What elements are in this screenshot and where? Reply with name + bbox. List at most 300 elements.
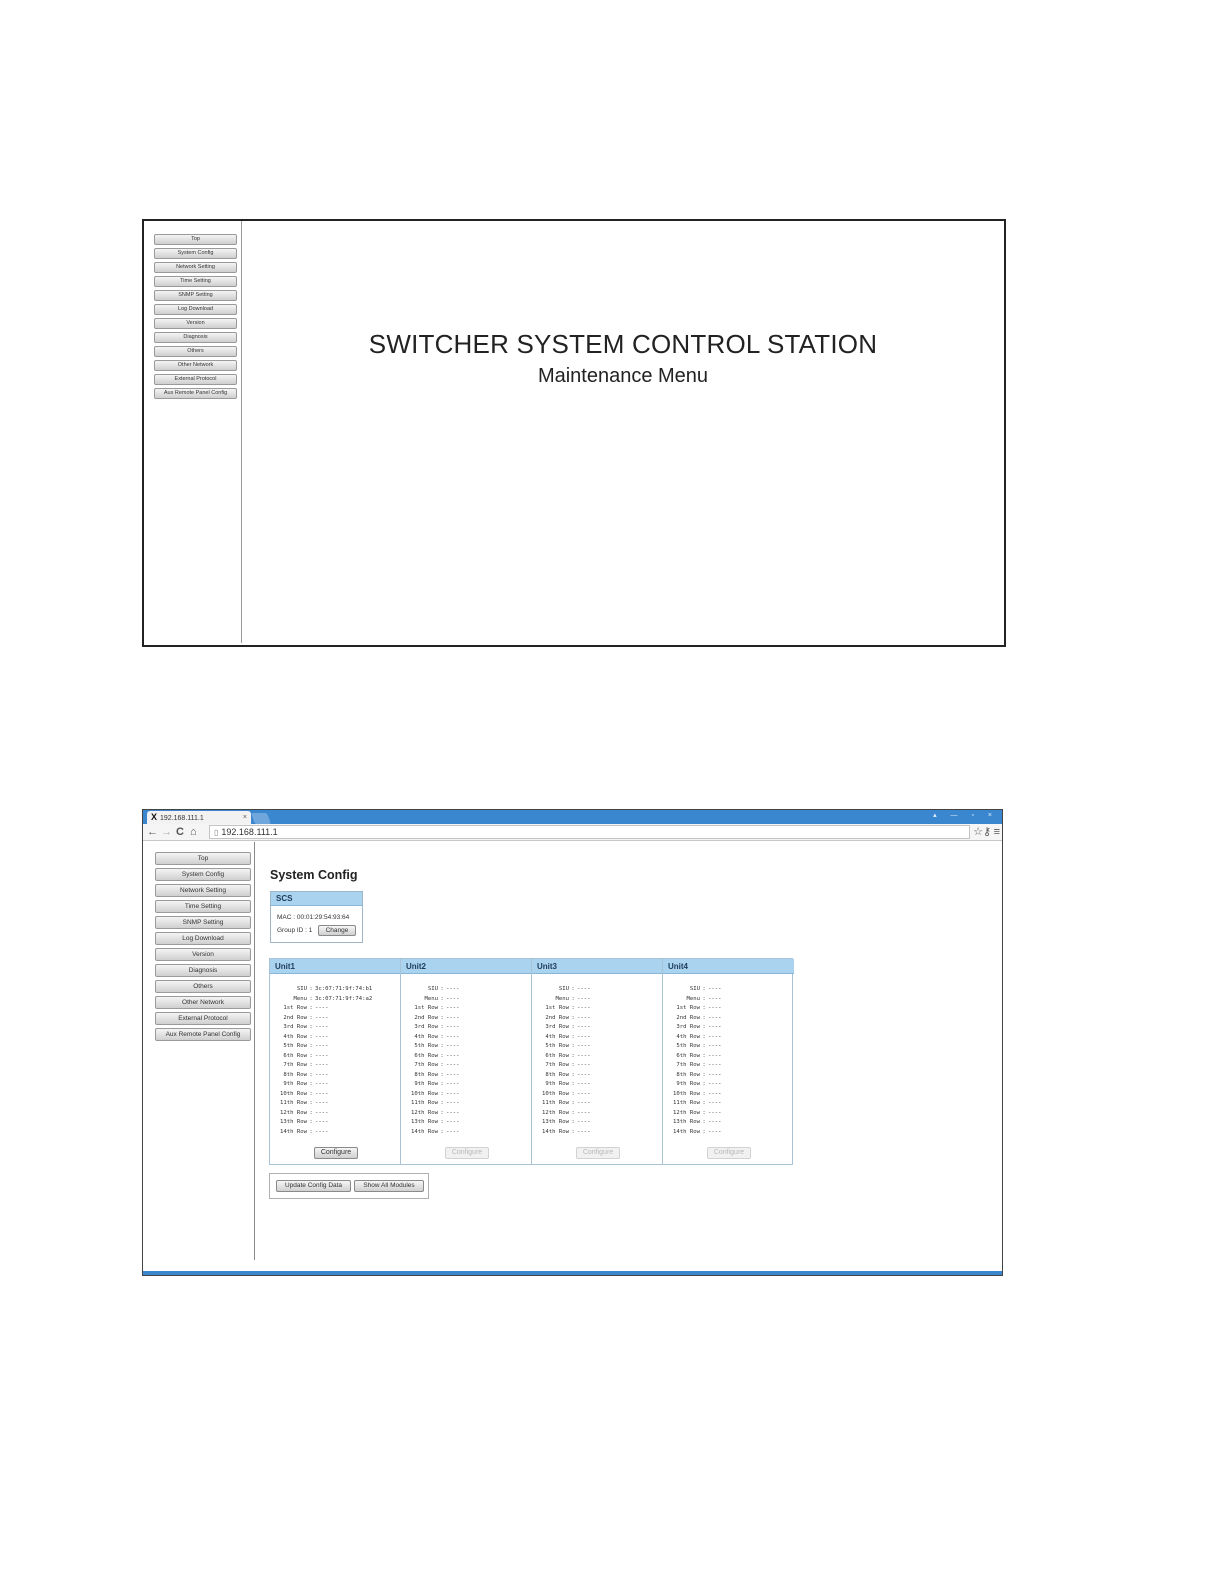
unit-row-label: 4th Row	[545, 1033, 569, 1040]
unit-row-value: ----	[708, 1071, 722, 1078]
unit-row-label: 9th Row	[676, 1081, 700, 1087]
address-url: 192.168.111.1	[221, 827, 278, 837]
unit-row	[673, 1014, 721, 1024]
unit-row-label: 12th Row	[542, 1109, 569, 1116]
unit-row-value: ----	[577, 1062, 591, 1068]
unit-row-value: ----	[315, 1090, 329, 1097]
unit-row-value: ----	[446, 1071, 460, 1078]
unit-row	[673, 1033, 721, 1043]
unit-row-value: ----	[315, 1128, 329, 1135]
browser-toolbar	[143, 824, 1002, 841]
unit-row-label: 13th Row	[280, 1119, 307, 1125]
unit-row	[673, 1004, 721, 1014]
nav-button-version[interactable]: Version	[154, 318, 237, 329]
unit-row-separator: :	[309, 1024, 313, 1030]
unit-row-label: 3rd Row	[414, 1024, 438, 1030]
unit-row-value: ----	[315, 1100, 329, 1106]
unit-row-label: 8th Row	[545, 1071, 569, 1078]
configure-button[interactable]: Configure	[314, 1147, 358, 1159]
nav-button-external-protocol[interactable]: External Protocol	[155, 1012, 251, 1025]
scs-panel-header: SCS	[271, 892, 362, 906]
unit-row-label: 6th Row	[545, 1052, 569, 1059]
unit-row-separator: :	[309, 986, 313, 992]
unit-row	[673, 995, 721, 1005]
unit-row-label: 12th Row	[280, 1109, 307, 1116]
unit-row-value: ----	[315, 1043, 329, 1049]
show-all-modules-button[interactable]: Show All Modules	[354, 1180, 424, 1192]
nav-button-log-download[interactable]: Log Download	[155, 932, 251, 945]
unit-row	[673, 1080, 721, 1090]
unit-row-separator: :	[702, 1005, 706, 1011]
unit-row-label: 5th Row	[283, 1043, 307, 1049]
unit-row-separator: :	[440, 1024, 444, 1030]
unit-row-value: ----	[708, 1109, 722, 1116]
unit-row-label: 1st Row	[545, 1005, 569, 1011]
site-logo-icon: X	[151, 812, 158, 822]
unit-row-separator: :	[571, 1128, 575, 1135]
unit-row-label: 7th Row	[676, 1062, 700, 1068]
change-group-button[interactable]: Change	[318, 925, 356, 936]
unit-row-label: 10th Row	[411, 1090, 438, 1097]
unit-row-label: SIU	[427, 986, 438, 992]
nav-button-diagnosis[interactable]: Diagnosis	[154, 332, 237, 343]
nav-button-snmp-setting[interactable]: SNMP Setting	[155, 916, 251, 929]
unit-row-separator: :	[571, 1062, 575, 1068]
nav-button-time-setting[interactable]: Time Setting	[155, 900, 251, 913]
back-icon[interactable]: ←	[147, 826, 158, 838]
unit-row	[542, 1014, 590, 1024]
unit-row-value: ----	[577, 1090, 591, 1097]
unit-row-label: 4th Row	[283, 1033, 307, 1040]
unit-row-label: 8th Row	[414, 1071, 438, 1078]
unit-row-separator: :	[702, 1109, 706, 1116]
unit-row-label: 5th Row	[545, 1043, 569, 1049]
unit-row	[542, 1128, 590, 1138]
nav-button-other-network[interactable]: Other Network	[154, 360, 237, 371]
reload-icon[interactable]: C	[176, 826, 184, 838]
unit-row-value: 3c:07:71:9f:74:a2	[315, 995, 373, 1002]
unit-row-label: 7th Row	[414, 1062, 438, 1068]
unit-row-value: ----	[446, 1024, 460, 1030]
unit-row-label: Menu	[424, 995, 438, 1002]
unit-row-value: ----	[708, 995, 722, 1002]
nav-button-system-config[interactable]: System Config	[154, 248, 237, 259]
unit-row-value: ----	[577, 1081, 591, 1087]
browser-tab[interactable]	[147, 811, 251, 824]
system-config-browser-screenshot	[142, 809, 1003, 1276]
unit-row	[673, 1071, 721, 1081]
unit-row-list	[280, 985, 372, 1137]
unit-row-value: ----	[708, 1024, 722, 1030]
unit-row-separator: :	[440, 1090, 444, 1097]
unit-row-separator: :	[702, 1033, 706, 1040]
configure-button[interactable]: Configure	[707, 1147, 751, 1159]
unit-row-label: 8th Row	[283, 1071, 307, 1078]
units-table	[269, 958, 793, 1165]
unit-row	[673, 1128, 721, 1138]
unit-row-value: ----	[577, 995, 591, 1002]
unit-row	[542, 995, 590, 1005]
unit-row-separator: :	[309, 1062, 313, 1068]
unit-row	[280, 1004, 372, 1014]
unit-row	[411, 1109, 459, 1119]
unit-row-label: 8th Row	[676, 1071, 700, 1078]
unit-row	[411, 985, 459, 995]
unit-row-label: 12th Row	[411, 1109, 438, 1116]
unit-row-separator: :	[571, 1081, 575, 1087]
unit-row	[673, 1042, 721, 1052]
unit-row	[280, 1071, 372, 1081]
unit-row	[673, 1052, 721, 1062]
unit-row	[411, 1090, 459, 1100]
unit-row-separator: :	[571, 1052, 575, 1059]
unit-row-separator: :	[702, 1119, 706, 1125]
unit-row-value: ----	[708, 1043, 722, 1049]
unit-row-value: ----	[315, 1024, 329, 1030]
address-bar[interactable]	[209, 825, 970, 839]
unit-header: Unit3	[532, 959, 662, 974]
unit-row	[542, 1004, 590, 1014]
unit-row-label: 11th Row	[542, 1100, 569, 1106]
unit-row-value: ----	[446, 1033, 460, 1040]
unit-row-label: 9th Row	[283, 1081, 307, 1087]
unit-row-value: ----	[446, 1014, 460, 1021]
scs-mac-address: MAC : 00:01:29:54:93:64	[277, 914, 350, 921]
unit-row-label: 6th Row	[283, 1052, 307, 1059]
unit-row-separator: :	[571, 1014, 575, 1021]
unit-row	[280, 995, 372, 1005]
unit-row-value: ----	[577, 1109, 591, 1116]
configure-button[interactable]: Configure	[576, 1147, 620, 1159]
unit-row-separator: :	[440, 1005, 444, 1011]
nav-button-aux-remote-panel-config[interactable]: Aux Remote Panel Config	[155, 1028, 251, 1041]
new-tab-button[interactable]	[251, 813, 271, 824]
unit-row-label: 2nd Row	[545, 1014, 569, 1021]
unit-row	[280, 1118, 372, 1128]
nav-button-snmp-setting[interactable]: SNMP Setting	[154, 290, 237, 301]
nav-button-top[interactable]: Top	[154, 234, 237, 245]
nav-button-log-download[interactable]: Log Download	[154, 304, 237, 315]
unit-row-label: 13th Row	[542, 1119, 569, 1125]
unit-row-separator: :	[702, 995, 706, 1002]
unit-row-label: 3rd Row	[545, 1024, 569, 1030]
unit-row-separator: :	[440, 1119, 444, 1125]
unit-row-value: ----	[708, 1005, 722, 1011]
unit-row	[280, 1033, 372, 1043]
unit-row-separator: :	[702, 1071, 706, 1078]
nav-button-diagnosis[interactable]: Diagnosis	[155, 964, 251, 977]
unit-row-value: ----	[446, 1052, 460, 1059]
maintenance-menu-subtitle: Maintenance Menu	[537, 365, 709, 387]
key-icon[interactable]: ⚷	[982, 826, 991, 838]
unit-row-separator: :	[702, 1100, 706, 1106]
unit-row-label: 7th Row	[545, 1062, 569, 1068]
unit-row	[673, 1109, 721, 1119]
unit-row-value: ----	[577, 1033, 591, 1040]
unit-row	[542, 1090, 590, 1100]
unit-row-separator: :	[440, 1071, 444, 1078]
unit-row-label: 14th Row	[673, 1128, 700, 1135]
unit-row	[542, 1033, 590, 1043]
unit-row	[280, 1042, 372, 1052]
scs-panel	[270, 891, 363, 943]
tab-close-icon[interactable]: ×	[242, 814, 247, 821]
unit-row-value: ----	[315, 1014, 329, 1021]
unit-row	[542, 1071, 590, 1081]
unit-row-value: ----	[446, 1090, 460, 1097]
unit-row-separator: :	[702, 986, 706, 992]
unit-row-value: ----	[708, 1090, 722, 1097]
unit-row	[411, 1080, 459, 1090]
unit-row-separator: :	[309, 1071, 313, 1078]
tab-title: 192.168.111.1	[160, 815, 204, 822]
unit-row-value: ----	[446, 1081, 460, 1087]
unit-row	[280, 985, 372, 995]
unit-row	[280, 1052, 372, 1062]
unit-column-1	[270, 959, 401, 1164]
unit-row-value: ----	[446, 1119, 460, 1125]
unit-row	[280, 1099, 372, 1109]
unit-row-label: 1st Row	[283, 1005, 307, 1011]
home-icon[interactable]: ⌂	[190, 826, 197, 838]
unit-row-value: ----	[446, 986, 460, 992]
unit-row-label: 10th Row	[673, 1090, 700, 1097]
unit-row	[542, 1080, 590, 1090]
unit-row	[542, 985, 590, 995]
configure-button[interactable]: Configure	[445, 1147, 489, 1159]
unit-row-label: Menu	[686, 995, 700, 1002]
nav-button-external-protocol[interactable]: External Protocol	[154, 374, 237, 385]
unit-row-value: ----	[577, 1052, 591, 1059]
nav-button-system-config[interactable]: System Config	[155, 868, 251, 881]
unit-row-separator: :	[309, 1043, 313, 1049]
unit-row-separator: :	[571, 986, 575, 992]
unit-row-separator: :	[571, 1005, 575, 1011]
unit-row-value: ----	[708, 1033, 722, 1040]
nav-button-network-setting[interactable]: Network Setting	[154, 262, 237, 273]
maintenance-top-screenshot	[142, 219, 1006, 647]
forward-icon[interactable]: →	[161, 826, 172, 838]
unit-row	[411, 1033, 459, 1043]
unit-row-separator: :	[309, 1081, 313, 1087]
unit-row	[673, 985, 721, 995]
unit-row-value: ----	[577, 1071, 591, 1078]
unit-row	[280, 1090, 372, 1100]
menu-icon[interactable]: ≡	[993, 826, 1000, 838]
unit-row-value: ----	[315, 1081, 329, 1087]
unit-row-label: 2nd Row	[414, 1014, 438, 1021]
unit-row-value: ----	[446, 1005, 460, 1011]
nav-button-other-network[interactable]: Other Network	[155, 996, 251, 1009]
unit-row-label: 3rd Row	[283, 1024, 307, 1030]
unit-row	[542, 1052, 590, 1062]
unit-row-separator: :	[440, 1100, 444, 1106]
unit-row	[411, 1004, 459, 1014]
unit-row-label: 6th Row	[676, 1052, 700, 1059]
unit-row-value: ----	[315, 1071, 329, 1078]
unit-row-value: ----	[446, 1100, 460, 1106]
unit-column-3	[532, 959, 663, 1164]
unit-row-value: ----	[446, 1128, 460, 1135]
window-controls[interactable]: ▴ — ▫ ×	[933, 812, 998, 819]
unit-row-label: 1st Row	[676, 1005, 700, 1011]
unit-row-separator: :	[440, 1109, 444, 1116]
unit-row-separator: :	[309, 995, 313, 1002]
unit-row	[411, 995, 459, 1005]
taskbar-strip	[143, 1271, 1002, 1275]
unit-row-separator: :	[440, 1033, 444, 1040]
unit-row-separator: :	[702, 1024, 706, 1030]
unit-row-separator: :	[702, 1062, 706, 1068]
unit-row-separator: :	[309, 1100, 313, 1106]
unit-row-label: 13th Row	[411, 1119, 438, 1125]
unit-row-value: ----	[577, 1014, 591, 1021]
unit-row-label: Menu	[555, 995, 569, 1002]
unit-row	[411, 1071, 459, 1081]
unit-row-value: ----	[446, 1062, 460, 1068]
unit-row-separator: :	[702, 1043, 706, 1049]
unit-row-value: ----	[577, 986, 591, 992]
nav-button-time-setting[interactable]: Time Setting	[154, 276, 237, 287]
page-icon: ▯	[214, 828, 219, 837]
unit-row-label: 10th Row	[542, 1090, 569, 1097]
unit-row-label: SIU	[296, 986, 307, 992]
unit-row	[280, 1023, 372, 1033]
unit-row	[411, 1052, 459, 1062]
unit-row-separator: :	[571, 1090, 575, 1097]
page-content	[143, 842, 1002, 1266]
unit-row-label: 2nd Row	[676, 1014, 700, 1021]
star-icon[interactable]: ☆	[973, 826, 983, 838]
unit-row-separator: :	[571, 1033, 575, 1040]
unit-row-separator: :	[702, 1081, 706, 1087]
unit-row-value: 3c:07:71:9f:74:b1	[315, 986, 373, 992]
nav-button-others[interactable]: Others	[155, 980, 251, 993]
unit-row-separator: :	[309, 1014, 313, 1021]
nav-button-version[interactable]: Version	[155, 948, 251, 961]
unit-row	[280, 1014, 372, 1024]
unit-row-label: 9th Row	[545, 1081, 569, 1087]
unit-row-separator: :	[309, 1109, 313, 1116]
nav-button-others[interactable]: Others	[154, 346, 237, 357]
unit-row-separator: :	[571, 995, 575, 1002]
unit-row-label: 2nd Row	[283, 1014, 307, 1021]
unit-row	[280, 1128, 372, 1138]
unit-row-label: 1st Row	[414, 1005, 438, 1011]
unit-row-separator: :	[571, 1071, 575, 1078]
nav-button-top[interactable]: Top	[155, 852, 251, 865]
station-title: SWITCHER SYSTEM CONTROL STATION	[368, 329, 878, 359]
unit-row-label: 10th Row	[280, 1090, 307, 1097]
unit-row-value: ----	[708, 1052, 722, 1059]
update-config-data-button[interactable]: Update Config Data	[276, 1180, 351, 1192]
unit-row-value: ----	[577, 1024, 591, 1030]
unit-row-label: 14th Row	[542, 1128, 569, 1135]
unit-row-value: ----	[708, 1014, 722, 1021]
sidebar-nav	[143, 842, 255, 1260]
unit-row-separator: :	[571, 1024, 575, 1030]
unit-row-separator: :	[309, 1052, 313, 1059]
unit-row-separator: :	[440, 995, 444, 1002]
unit-row-label: 5th Row	[414, 1043, 438, 1049]
unit-header: Unit4	[663, 959, 794, 974]
unit-row-separator: :	[571, 1100, 575, 1106]
unit-row-value: ----	[577, 1043, 591, 1049]
config-actions-panel	[269, 1173, 429, 1199]
unit-row-separator: :	[702, 1128, 706, 1135]
unit-row-value: ----	[708, 1081, 722, 1087]
unit-row	[673, 1023, 721, 1033]
unit-row-separator: :	[309, 1033, 313, 1040]
unit-row-value: ----	[315, 1033, 329, 1040]
unit-row-separator: :	[309, 1128, 313, 1135]
unit-row	[542, 1118, 590, 1128]
unit-row-label: SIU	[689, 986, 700, 992]
unit-row	[673, 1118, 721, 1128]
unit-row-value: ----	[315, 1062, 329, 1068]
unit-row-label: 13th Row	[673, 1119, 700, 1125]
unit-row	[542, 1061, 590, 1071]
unit-column-4	[663, 959, 794, 1164]
scs-group-id: Group ID : 1	[277, 927, 313, 934]
unit-row	[280, 1080, 372, 1090]
unit-row-separator: :	[309, 1119, 313, 1125]
unit-row-label: SIU	[558, 986, 569, 992]
unit-row-value: ----	[577, 1119, 591, 1125]
unit-row	[411, 1014, 459, 1024]
unit-row-label: 6th Row	[414, 1052, 438, 1059]
unit-column-2	[401, 959, 532, 1164]
nav-button-network-setting[interactable]: Network Setting	[155, 884, 251, 897]
unit-row-separator: :	[440, 1062, 444, 1068]
unit-header: Unit2	[401, 959, 531, 974]
unit-row-separator: :	[309, 1090, 313, 1097]
unit-row-label: 4th Row	[414, 1033, 438, 1040]
unit-row-separator: :	[571, 1109, 575, 1116]
unit-row-value: ----	[708, 986, 722, 992]
unit-row	[411, 1061, 459, 1071]
unit-row-separator: :	[440, 1052, 444, 1059]
unit-row-separator: :	[702, 1014, 706, 1021]
unit-row-label: 11th Row	[673, 1100, 700, 1106]
unit-row-list	[542, 985, 590, 1137]
unit-row	[673, 1061, 721, 1071]
unit-row-label: 3rd Row	[676, 1024, 700, 1030]
unit-header: Unit1	[270, 959, 400, 974]
unit-row-label: 14th Row	[411, 1128, 438, 1135]
unit-row-value: ----	[446, 995, 460, 1002]
page-title: System Config	[270, 868, 358, 882]
unit-row-label: 11th Row	[411, 1100, 438, 1106]
unit-row	[411, 1023, 459, 1033]
unit-row	[673, 1099, 721, 1109]
unit-row-label: 14th Row	[280, 1128, 307, 1135]
unit-row-value: ----	[708, 1119, 722, 1125]
unit-row-label: 9th Row	[414, 1081, 438, 1087]
unit-row-separator: :	[440, 1128, 444, 1135]
nav-button-aux-remote-panel-config[interactable]: Aux Remote Panel Config	[154, 388, 237, 399]
unit-row-list	[673, 985, 721, 1137]
unit-row-value: ----	[315, 1109, 329, 1116]
unit-row-value: ----	[315, 1052, 329, 1059]
unit-row-value: ----	[577, 1128, 591, 1135]
unit-row-list	[411, 985, 459, 1137]
unit-row	[542, 1109, 590, 1119]
unit-row-label: 5th Row	[676, 1043, 700, 1049]
unit-row-separator: :	[440, 1081, 444, 1087]
unit-row	[542, 1099, 590, 1109]
unit-row-label: 12th Row	[673, 1109, 700, 1116]
